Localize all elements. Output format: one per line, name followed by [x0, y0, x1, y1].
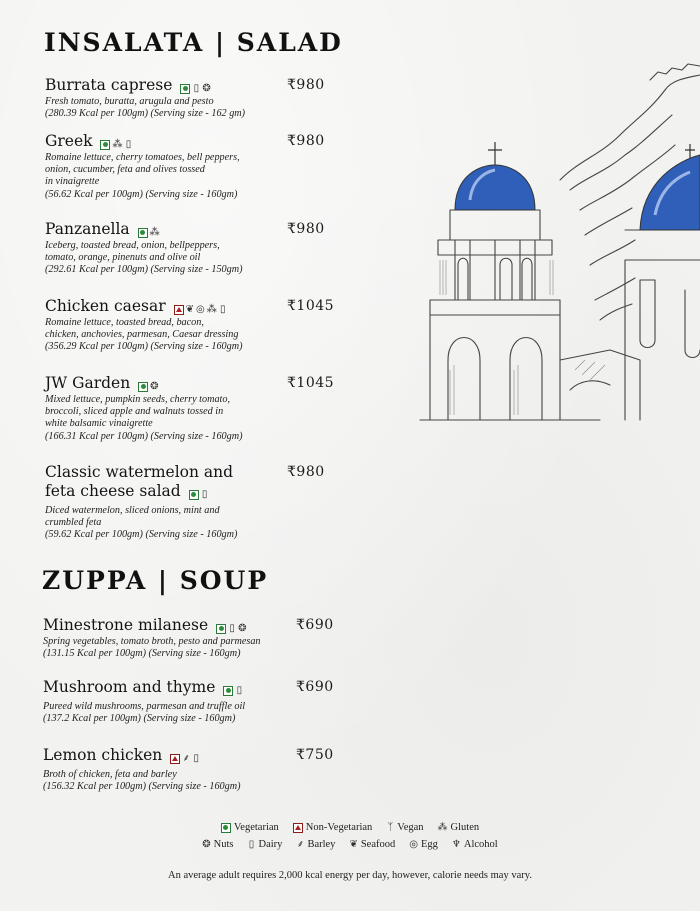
non-vegetarian-icon [174, 305, 184, 315]
gluten-icon: ⁂ [112, 138, 123, 150]
egg-icon: ◎ [195, 303, 205, 315]
menu-item-panzanella [45, 220, 345, 277]
nuts-icon: ❂ [202, 838, 211, 850]
item-price: ₹980 [287, 464, 325, 480]
gluten-icon: ⁂ [437, 821, 448, 833]
legend-non-vegetarian: Non-Vegetarian [293, 822, 372, 833]
alcohol-icon: ♆ [451, 838, 461, 850]
dietary-icons [170, 754, 200, 764]
item-description: Spring vegetables, tomato broth, pesto and parmesan (131.15 Kcal per 100gm) (Serving size - 160gm) [43, 636, 261, 660]
dietary-icons [100, 140, 132, 150]
vegan-icon: ᛉ [387, 821, 394, 833]
item-name: Classic watermelon and [45, 463, 234, 481]
menu-item-lemon-chicken [43, 746, 343, 793]
nuts-icon: ❂ [202, 82, 211, 94]
vegetarian-icon [138, 382, 148, 392]
item-price: ₹980 [287, 221, 325, 237]
seafood-icon: ❦ [349, 838, 358, 850]
menu-item-jw-garden [45, 374, 345, 443]
menu-item-mushroom-and-thyme [43, 678, 343, 725]
calorie-footnote: An average adult requires 2,000 kcal energy per day, however, calorie needs may vary. [168, 870, 532, 881]
seafood-icon: ❦ [185, 303, 194, 315]
legend-vegetarian: Vegetarian [221, 822, 279, 833]
menu-item-classic-watermelon-feta [45, 463, 345, 542]
nuts-icon: ❂ [150, 380, 159, 392]
item-description: Iceberg, toasted bread, onion, bellpeppers, tomato, orange, pinenuts and olive oil (292.61 Kcal per 100gm) (Serving size - 150gm) [45, 240, 243, 276]
dairy-icon: ▯ [236, 684, 243, 696]
legend-nuts: ❂ Nuts [202, 838, 234, 850]
item-name: Mushroom and thyme [43, 678, 216, 696]
dairy-icon: ▯ [125, 138, 132, 150]
dairy-icon: ▯ [229, 622, 235, 634]
item-name: Greek [45, 132, 93, 150]
legend-vegan: ᛉ Vegan [387, 821, 424, 833]
item-description: Romaine lettuce, toasted bread, bacon, chicken, anchovies, parmesan, Caesar dressing (356.29 Kcal per 100gm) (Serving size - 160gm) [45, 317, 243, 353]
legend-seafood: ❦ Seafood [349, 838, 396, 850]
menu-item-minestrone-milanese [43, 616, 343, 660]
legend-row-1 [0, 822, 700, 833]
legend-barley: ⸙ Barley [296, 838, 336, 850]
dietary-legend [0, 822, 700, 850]
vegetarian-icon [180, 84, 190, 94]
item-name-line2: feta cheese salad [45, 482, 181, 500]
dairy-icon: ▯ [248, 838, 255, 850]
gluten-icon: ⁂ [206, 303, 217, 315]
section-title-salad: INSALATA | SALAD [44, 28, 343, 57]
dietary-icons [174, 305, 227, 315]
item-price: ₹1045 [287, 375, 335, 391]
gluten-icon: ⁂ [149, 226, 160, 238]
item-name: Chicken caesar [45, 297, 166, 315]
item-name: Burrata caprese [45, 76, 173, 94]
non-vegetarian-icon [293, 823, 303, 833]
menu-item-burrata-caprese [45, 76, 345, 120]
legend-alcohol: ♆ Alcohol [451, 838, 498, 850]
item-name: Minestrone milanese [43, 616, 209, 634]
item-name: JW Garden [45, 374, 131, 392]
item-price: ₹980 [287, 133, 325, 149]
item-price: ₹750 [296, 747, 334, 763]
item-price: ₹690 [296, 617, 334, 633]
dietary-icons [223, 686, 243, 696]
dietary-icons [138, 382, 158, 392]
item-price: ₹690 [296, 679, 334, 695]
menu-item-chicken-caesar [45, 297, 345, 354]
legend-row-2 [0, 839, 700, 850]
item-description: Diced watermelon, sliced onions, mint and crumbled feta (59.62 Kcal per 100gm) (Serving size - 160gm) [45, 505, 238, 541]
dairy-icon: ▯ [193, 752, 199, 764]
legend-dairy: ▯ Dairy [248, 838, 283, 850]
dietary-icons [138, 228, 160, 238]
barley-icon: ⸙ [182, 752, 190, 764]
item-description: Mixed lettuce, pumpkin seeds, cherry tomato, broccoli, sliced apple and walnuts tossed in white balsamic vinaigrette (166.31 Kcal per 100gm) (Serving size - 160gm) [45, 394, 243, 442]
dairy-icon: ▯ [201, 488, 208, 500]
vegetarian-icon [189, 490, 199, 500]
vegetarian-icon [223, 686, 233, 696]
item-name: Panzanella [45, 220, 130, 238]
barley-icon: ⸙ [296, 838, 305, 850]
nuts-icon: ❂ [238, 622, 247, 634]
item-price: ₹980 [287, 77, 325, 93]
item-description: Pureed wild mushrooms, parmesan and truffle oil (137.2 Kcal per 100gm) (Serving size - 160gm) [43, 701, 246, 725]
dietary-icons [180, 84, 210, 94]
item-description: Broth of chicken, feta and barley (156.32 Kcal per 100gm) (Serving size - 160gm) [43, 769, 241, 793]
dairy-icon: ▯ [193, 82, 200, 94]
item-name: Lemon chicken [43, 746, 163, 764]
vegetarian-icon [100, 140, 110, 150]
legend-gluten: ⁂ Gluten [437, 821, 480, 833]
santorini-church-illustration [410, 60, 700, 440]
item-description: Fresh tomato, buratta, arugula and pesto (280.39 Kcal per 100gm) (Serving size - 162 gm) [45, 96, 246, 120]
item-price: ₹1045 [287, 298, 335, 314]
menu-item-greek [45, 132, 345, 201]
section-title-soup: ZUPPA | SOUP [42, 566, 269, 595]
vegetarian-icon [221, 823, 231, 833]
vegetarian-icon [216, 624, 226, 634]
dietary-icons [189, 490, 209, 500]
non-vegetarian-icon [170, 754, 180, 764]
item-description: Romaine lettuce, cherry tomatoes, bell peppers, onion, cucumber, feta and olives tossed in vinaigrette (56.62 Kcal per 100gm) (Serving size - 160gm) [45, 152, 240, 200]
dairy-icon: ▯ [219, 303, 226, 315]
legend-egg: ◎ Egg [409, 838, 438, 850]
vegetarian-icon [138, 228, 148, 238]
dietary-icons [216, 624, 246, 634]
egg-icon: ◎ [409, 838, 418, 850]
